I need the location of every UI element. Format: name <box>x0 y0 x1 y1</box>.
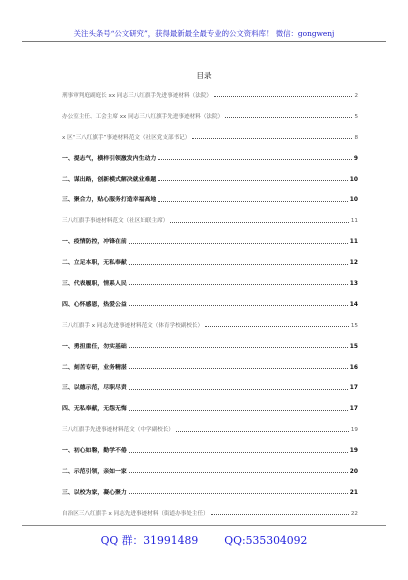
header-banner: 关注头条号“公文研究”，获得最新最全最专业的公文资料库！ 微信：gongwenj <box>73 29 335 38</box>
footer-contact <box>0 533 408 548</box>
toc-leader-dots <box>129 243 348 244</box>
toc-entry[interactable] <box>62 502 358 517</box>
toc-leader-dots <box>129 452 348 453</box>
toc-entry-title: 二、立足本职，无私奉献 <box>62 260 127 267</box>
toc-entry-title: 一、提志气，横样引领激发内生动力 <box>62 155 157 162</box>
toc-entry[interactable] <box>62 209 358 224</box>
toc-leader-dots <box>170 222 349 223</box>
toc-entry-title: x 区“三八红旗手”事迹材料范文（社区党支部书记） <box>62 134 191 141</box>
toc-leader-dots <box>129 472 348 473</box>
toc-leader-dots <box>158 159 352 160</box>
toc-entry-title: 三、聚合力，贴心服务打造幸福高地 <box>62 197 157 204</box>
toc-leader-dots <box>192 138 352 139</box>
toc-entry[interactable] <box>62 293 358 308</box>
toc-leader-dots <box>129 410 348 411</box>
toc-leader-dots <box>158 201 348 202</box>
toc-entry-page: 17 <box>349 385 358 392</box>
toc-leader-dots <box>205 326 349 327</box>
toc-leader-dots <box>129 493 348 494</box>
toc-entry-title: 二、示范引领，亲如一家 <box>62 469 127 476</box>
toc-entry[interactable] <box>62 397 358 412</box>
toc-entry[interactable] <box>62 168 358 183</box>
toc-entry-page: 13 <box>349 281 358 288</box>
toc-entry-title: 四、心怀感恩，热爱公益 <box>62 301 127 308</box>
toc-entry-title: 一、疫情防控，冲锋在前 <box>62 239 127 246</box>
toc-entry-page: 21 <box>349 489 358 496</box>
toc-entry-page: 10 <box>349 176 358 183</box>
toc-entry[interactable] <box>62 439 358 454</box>
toc-entry[interactable] <box>62 335 358 350</box>
toc-entry-page: 11 <box>349 239 358 246</box>
toc-leader-dots <box>129 264 348 265</box>
toc-entry-page: 9 <box>353 155 358 162</box>
toc-leader-dots <box>158 180 348 181</box>
toc-entry-title: 二、谋出路，创新模式解决就业难题 <box>62 176 157 183</box>
footer-divider <box>22 525 386 526</box>
toc-entry[interactable] <box>62 418 358 433</box>
toc-entry[interactable] <box>62 460 358 475</box>
footer-qq-group: QQ 群：31991489 <box>100 534 199 547</box>
toc-entry-page: 12 <box>349 260 358 267</box>
footer-qq: QQ:535304092 <box>224 534 308 547</box>
toc-entry-page: 11 <box>350 218 358 225</box>
toc-entry-page: 15 <box>349 343 358 350</box>
toc-leader-dots <box>129 347 348 348</box>
toc-entry[interactable] <box>62 481 358 496</box>
toc-entry-title: 三、以校为家，凝心聚力 <box>62 489 127 496</box>
toc-leader-dots <box>129 284 348 285</box>
toc-entry-title: 三、以德示范，尽职尽责 <box>62 385 127 392</box>
toc-entry-title: 办公室主任、工会主席 xx 同志三八红旗手先进事迹材料（法院） <box>62 113 224 120</box>
toc-entry[interactable] <box>62 188 358 203</box>
toc-entry-title: 三、代表履职，情系人民 <box>62 281 127 288</box>
toc-entry-page: 22 <box>350 510 358 517</box>
toc-entry-page: 2 <box>354 93 358 99</box>
toc-entry-page: 17 <box>349 406 358 413</box>
toc-entry[interactable] <box>62 376 358 391</box>
toc-entry[interactable] <box>62 84 358 99</box>
toc-entry-title: 二、刻苦专研，业务精湛 <box>62 364 127 371</box>
toc-entry-title: 三八红旗手事迹材料范文（社区妇联主席） <box>62 218 169 225</box>
toc-entry-page: 8 <box>354 134 358 141</box>
table-of-contents <box>62 84 358 523</box>
toc-leader-dots <box>225 117 352 118</box>
toc-entry-page: 16 <box>349 364 358 371</box>
toc-entry-page: 10 <box>349 197 358 204</box>
toc-leader-dots <box>129 368 348 369</box>
toc-entry-title: 四、无私奉献，无怨无悔 <box>62 406 127 413</box>
toc-title: 目录 <box>196 71 212 80</box>
toc-leader-dots <box>176 431 349 432</box>
toc-leader-dots <box>129 305 348 306</box>
toc-entry[interactable] <box>62 251 358 266</box>
toc-entry[interactable] <box>62 314 358 329</box>
header-divider <box>22 41 386 42</box>
toc-entry-page: 19 <box>349 448 358 455</box>
toc-entry-title: 一、初心如磐，勤学不倦 <box>62 448 127 455</box>
toc-leader-dots <box>211 514 349 515</box>
toc-entry-title: 刑事审判庭副庭长 xx 同志三八红旗手先进事迹材料（法院） <box>62 93 213 99</box>
toc-entry-page: 20 <box>349 469 358 476</box>
toc-leader-dots <box>214 96 352 97</box>
toc-entry-title: 三八红旗手 x 同志先进事迹材料范文（体育学校副校长） <box>62 322 204 329</box>
toc-entry-page: 14 <box>349 301 358 308</box>
toc-entry-page: 19 <box>350 427 358 434</box>
toc-entry[interactable] <box>62 147 358 162</box>
toc-entry-page: 5 <box>354 113 358 120</box>
toc-entry[interactable] <box>62 272 358 287</box>
toc-entry-title: 三八红旗手先进事迹材料范文（中学副校长） <box>62 427 174 434</box>
toc-leader-dots <box>129 389 348 390</box>
toc-entry[interactable] <box>62 356 358 371</box>
toc-entry-title: 自治区三八红旗手 x 同志先进事迹材料（街道办事处主任） <box>62 510 209 517</box>
toc-entry[interactable] <box>62 126 358 141</box>
toc-entry[interactable] <box>62 230 358 245</box>
toc-entry[interactable] <box>62 105 358 120</box>
toc-entry-title: 一、勇担重任，勿实基础 <box>62 343 127 350</box>
toc-entry-page: 15 <box>350 322 358 329</box>
